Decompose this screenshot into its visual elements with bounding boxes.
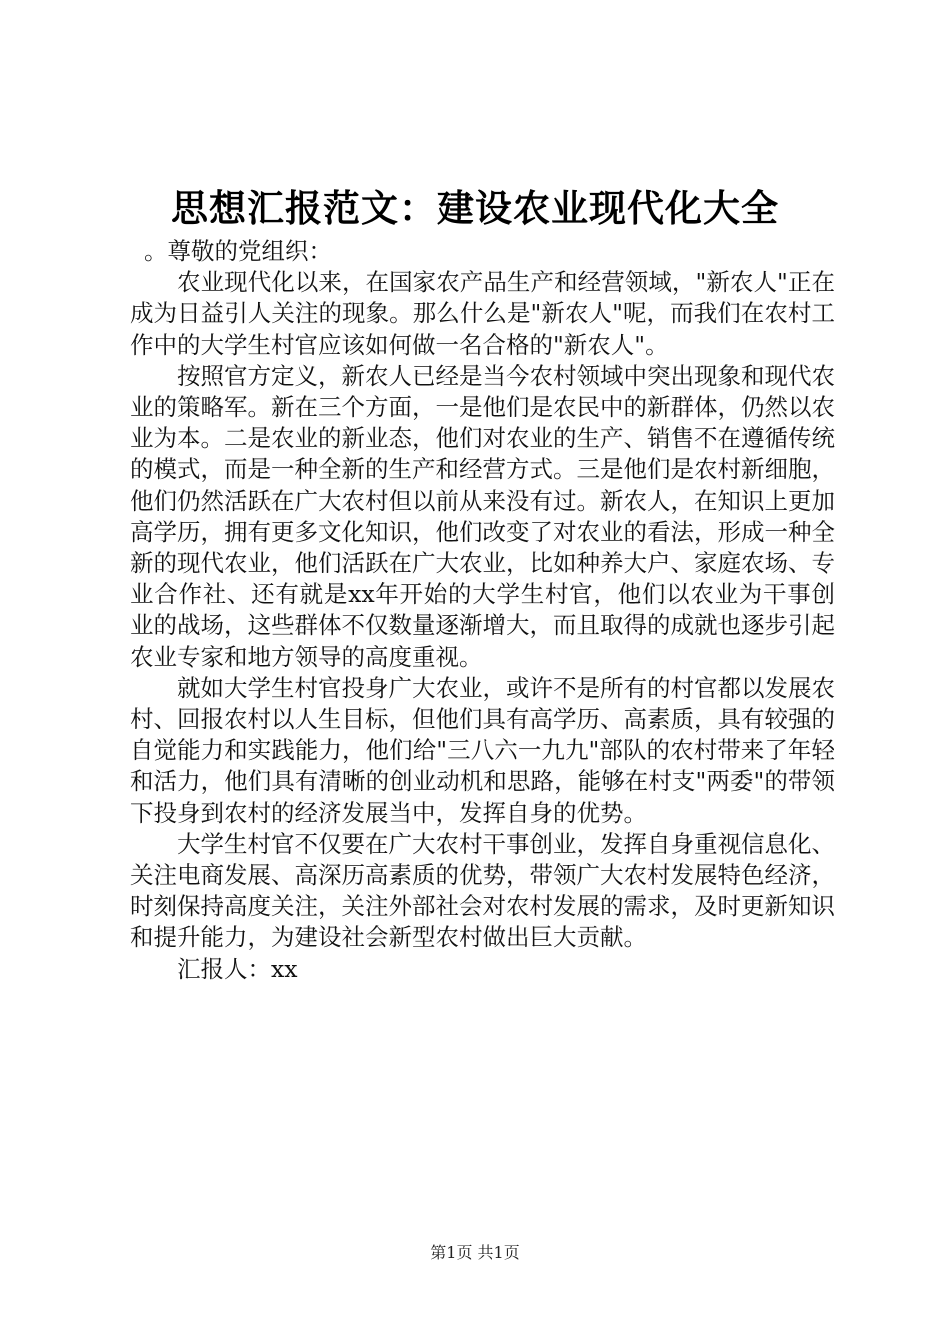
paragraph-4: 大学生村官不仅要在广大农村干事创业，发挥自身重视信息化、关注电商发展、高深历高素质的优势，带领广大农村发展特色经济，时刻保持高度关注，关注外部社会对农村发展的需求，及时更新知识和提升能力，为建设社会新型农村做出巨大贡献。	[130, 829, 835, 952]
page-number-footer: 第1页 共1页	[430, 1243, 520, 1262]
paragraph-3: 就如大学生村官投身广大农业，或许不是所有的村官都以发展农村、回报农村以人生目标，但他们具有高学历、高素质，具有较强的自觉能力和实践能力，他们给"三八六一九九"部队的农村带来了年轻和活力，他们具有清晰的创业动机和思路，能够在村支"两委"的带领下投身到农村的经济发展当中，发挥自身的优势。	[130, 673, 835, 827]
paragraph-1: 农业现代化以来，在国家农产品生产和经营领域，"新农人"正在成为日益引人关注的现象。那么什么是"新农人"呢，而我们在农村工作中的大学生村官应该如何做一名合格的"新农人"。	[130, 268, 835, 359]
salutation: 。尊敬的党组织：	[144, 237, 332, 265]
document-title: 思想汇报范文：建设农业现代化大全	[171, 186, 779, 230]
document-body	[130, 236, 835, 985]
signature: 汇报人：xx	[177, 954, 298, 983]
paragraph-2: 按照官方定义，新农人已经是当今农村领域中突出现象和现代农业的策略军。新在三个方面，一是他们是农民中的新群体，仍然以农业为本。二是农业的新业态，他们对农业的生产、销售不在遵循传统的模式，而是一种全新的生产和经营方式。三是他们是农村新细胞，他们仍然活跃在广大农村但以前从来没有过。新农人，在知识上更加高学历，拥有更多文化知识，他们改变了对农业的看法，形成一种全新的现代农业，他们活跃在广大农业，比如种养大户、家庭农场、专业合作社、还有就是xx年开始的大学生村官，他们以农业为干事创业的战场，这些群体不仅数量逐渐增大，而且取得的成就也逐步引起农业专家和地方领导的高度重视。	[130, 361, 835, 671]
